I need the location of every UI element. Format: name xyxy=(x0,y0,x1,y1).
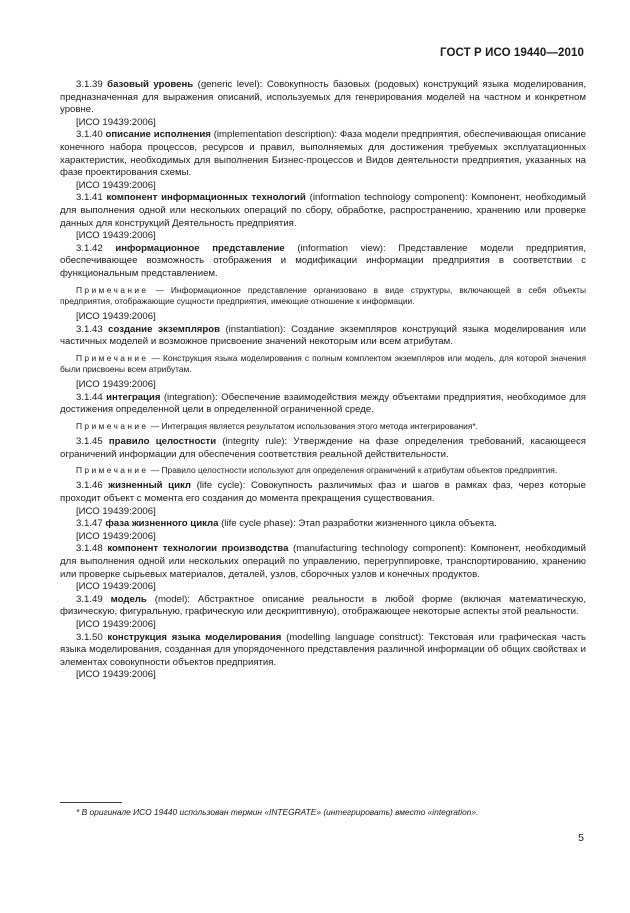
note-text: — Конструкция языка моделирования с полным комплектом экземпляров или модель, для которой значения были присвоены всем атрибутам. xyxy=(60,352,586,374)
entry-3-1-42 xyxy=(60,243,586,281)
entry-note xyxy=(60,353,586,375)
entry-definition: (implementation description): Фаза модели предприятия, обеспечивающая описание конечного набора процессов, ресурсов и правил, выполняемых для достижения требуемых эксплуатационных характеристик, необходимых для выполнения Бизнес-процессов и Видов деятельности предприятия, указанных на фазе проектирования схемы. xyxy=(60,129,587,179)
entry-number: 3.1.48 xyxy=(76,543,103,555)
entry-note xyxy=(60,285,586,307)
entry-reference: [ИСО 19439:2006] xyxy=(76,230,156,242)
note-text: — Информационное представление организовано в виде структуры, включающей в себя объекты предприятия, отображающие сущности предприятия, имеющие отношение к информации. xyxy=(60,284,586,306)
entry-term: описание исполнения xyxy=(105,129,211,141)
entry-3-1-50 xyxy=(60,632,586,670)
entry-definition: (generic level): Совокупность базовых (родовых) конструкций языка моделирования, предназначенная для выражения описаний, используемых для генерирования моделей на частном и конкретном уровне. xyxy=(60,79,587,116)
entry-reference: [ИСО 19439:2006] xyxy=(76,179,156,191)
footnote-divider xyxy=(60,802,122,803)
note-label: Примечание xyxy=(76,284,149,295)
entry-reference: [ИСО 19439:2006] xyxy=(76,669,156,681)
entry-number: 3.1.46 xyxy=(76,480,103,492)
entry-definition: (life cycle phase): Этап разработки жизненного цикла объекта. xyxy=(221,518,497,530)
entry-reference: [ИСО 19439:2006] xyxy=(76,619,156,630)
entry-term: компонент информационных технологий xyxy=(106,192,306,204)
entry-definition: (manufacturing technology component): Компонент, необходимый для выполнения одной или нескольких операций по управлению, перегруппировке, транспортированию, хранению или проверке сырьевых материалов, деталей, узлов, сборочных узлов и конечных продуктов. xyxy=(60,543,586,580)
entry-term: компонент технологии производства xyxy=(107,543,289,555)
entry-definition: (modelling language construct): Текстовая или графическая часть языка моделирования, созданная для упорядоченного представления различной информации об общих свойствах и элементах совокупности объектов предприятия. xyxy=(60,631,586,668)
footnote: * В оригинале ИСО 19440 использован термин «INTEGRATE» (интегрировать) вместо «integration». xyxy=(76,807,479,817)
entry-definition: (integrity rule): Утверждение на фазе определения требований, касающееся ограничений информации для обеспечения соответствия реальной действительности. xyxy=(60,436,586,460)
document-body xyxy=(60,79,586,682)
entry-term: информационное представление xyxy=(115,242,285,254)
entry-number: 3.1.50 xyxy=(76,631,103,643)
entry-term: интеграция xyxy=(106,391,161,403)
entry-number: 3.1.41 xyxy=(76,192,103,204)
entry-number: 3.1.39 xyxy=(76,79,103,90)
entry-term: фаза жизненного цикла xyxy=(105,518,219,530)
entry-number: 3.1.40 xyxy=(76,129,103,141)
entry-3-1-43 xyxy=(60,324,586,349)
entry-number: 3.1.43 xyxy=(76,323,103,335)
entry-3-1-46 xyxy=(60,480,586,505)
entry-term: конструкция языка моделирования xyxy=(107,631,282,643)
entry-3-1-44 xyxy=(60,392,586,417)
entry-term: правило целостности xyxy=(108,436,217,448)
note-label: Примечание xyxy=(76,465,149,476)
entry-term: жизненный цикл xyxy=(108,480,191,492)
entry-reference: [ИСО 19439:2006] xyxy=(76,310,156,322)
entry-definition: (information technology component): Компонент, необходимый для выполнения одной или нескольких операций по сбору, обработке, распространению, хранению или проверке данных для конструкций Деятельность предприятия. xyxy=(60,192,586,229)
entry-reference: [ИСО 19439:2006] xyxy=(76,505,156,517)
entry-3-1-41 xyxy=(60,192,586,230)
note-label: Примечание xyxy=(76,420,149,431)
entry-number: 3.1.45 xyxy=(76,436,103,448)
entry-definition: (model): Абстрактное описание реальности в любой форме (включая математическую, физическую, фигуральную, графическую или дескриптивную), отображающее некоторые аспекты этой реальности. xyxy=(60,593,586,618)
entry-number: 3.1.47 xyxy=(76,518,103,530)
entry-definition: (instantiation): Создание экземпляров конструкций языка моделирования или частичных моделей и возможное присвоение значений некоторым или всем атрибутам. xyxy=(60,323,586,348)
entry-reference: [ИСО 19439:2006] xyxy=(76,581,156,593)
entry-number: 3.1.49 xyxy=(76,593,103,605)
entry-reference: [ИСО 19439:2006] xyxy=(76,116,156,128)
entry-reference: [ИСО 19439:2006] xyxy=(76,379,156,391)
entry-reference: [ИСО 19439:2006] xyxy=(76,530,156,542)
note-text: — Правило целостности используют для определения ограничений к атрибутам объектов предприятия. xyxy=(150,465,558,476)
note-label: Примечание xyxy=(76,352,149,363)
entry-definition: (information view): Представление модели предприятия, обеспечивающее возможность отображения и модификации информации предприятия в соответствии с функциональным представлением. xyxy=(60,242,586,279)
entry-term: модель xyxy=(110,593,147,605)
entry-3-1-45 xyxy=(60,436,586,461)
entry-term: базовый уровень xyxy=(107,79,194,90)
entry-3-1-40 xyxy=(60,129,586,179)
entry-3-1-39 xyxy=(60,79,586,117)
entry-term: создание экземпляров xyxy=(108,323,221,335)
entry-definition: (life cycle): Совокупность различимых фаз и шагов в рамках фаз, через которые проходит объект с момента его создания до момента прекращения существования. xyxy=(60,480,587,505)
entry-3-1-48 xyxy=(60,543,586,581)
page-number: 5 xyxy=(578,832,584,844)
page-header: ГОСТ Р ИСО 19440—2010 xyxy=(439,47,584,59)
entry-number: 3.1.42 xyxy=(76,242,103,254)
entry-number: 3.1.44 xyxy=(76,391,103,403)
entry-3-1-47 xyxy=(60,518,586,531)
entry-note xyxy=(60,421,586,432)
entry-definition: (integration): Обеспечение взаимодействия между объектами предприятия, необходимое для достижения определенной цели в определенной ограниченной среде. xyxy=(60,391,586,416)
entry-3-1-49 xyxy=(60,594,586,619)
entry-note xyxy=(60,465,586,476)
note-text: — Интеграция является результатом использования этого метода интегрирования*. xyxy=(150,420,478,431)
